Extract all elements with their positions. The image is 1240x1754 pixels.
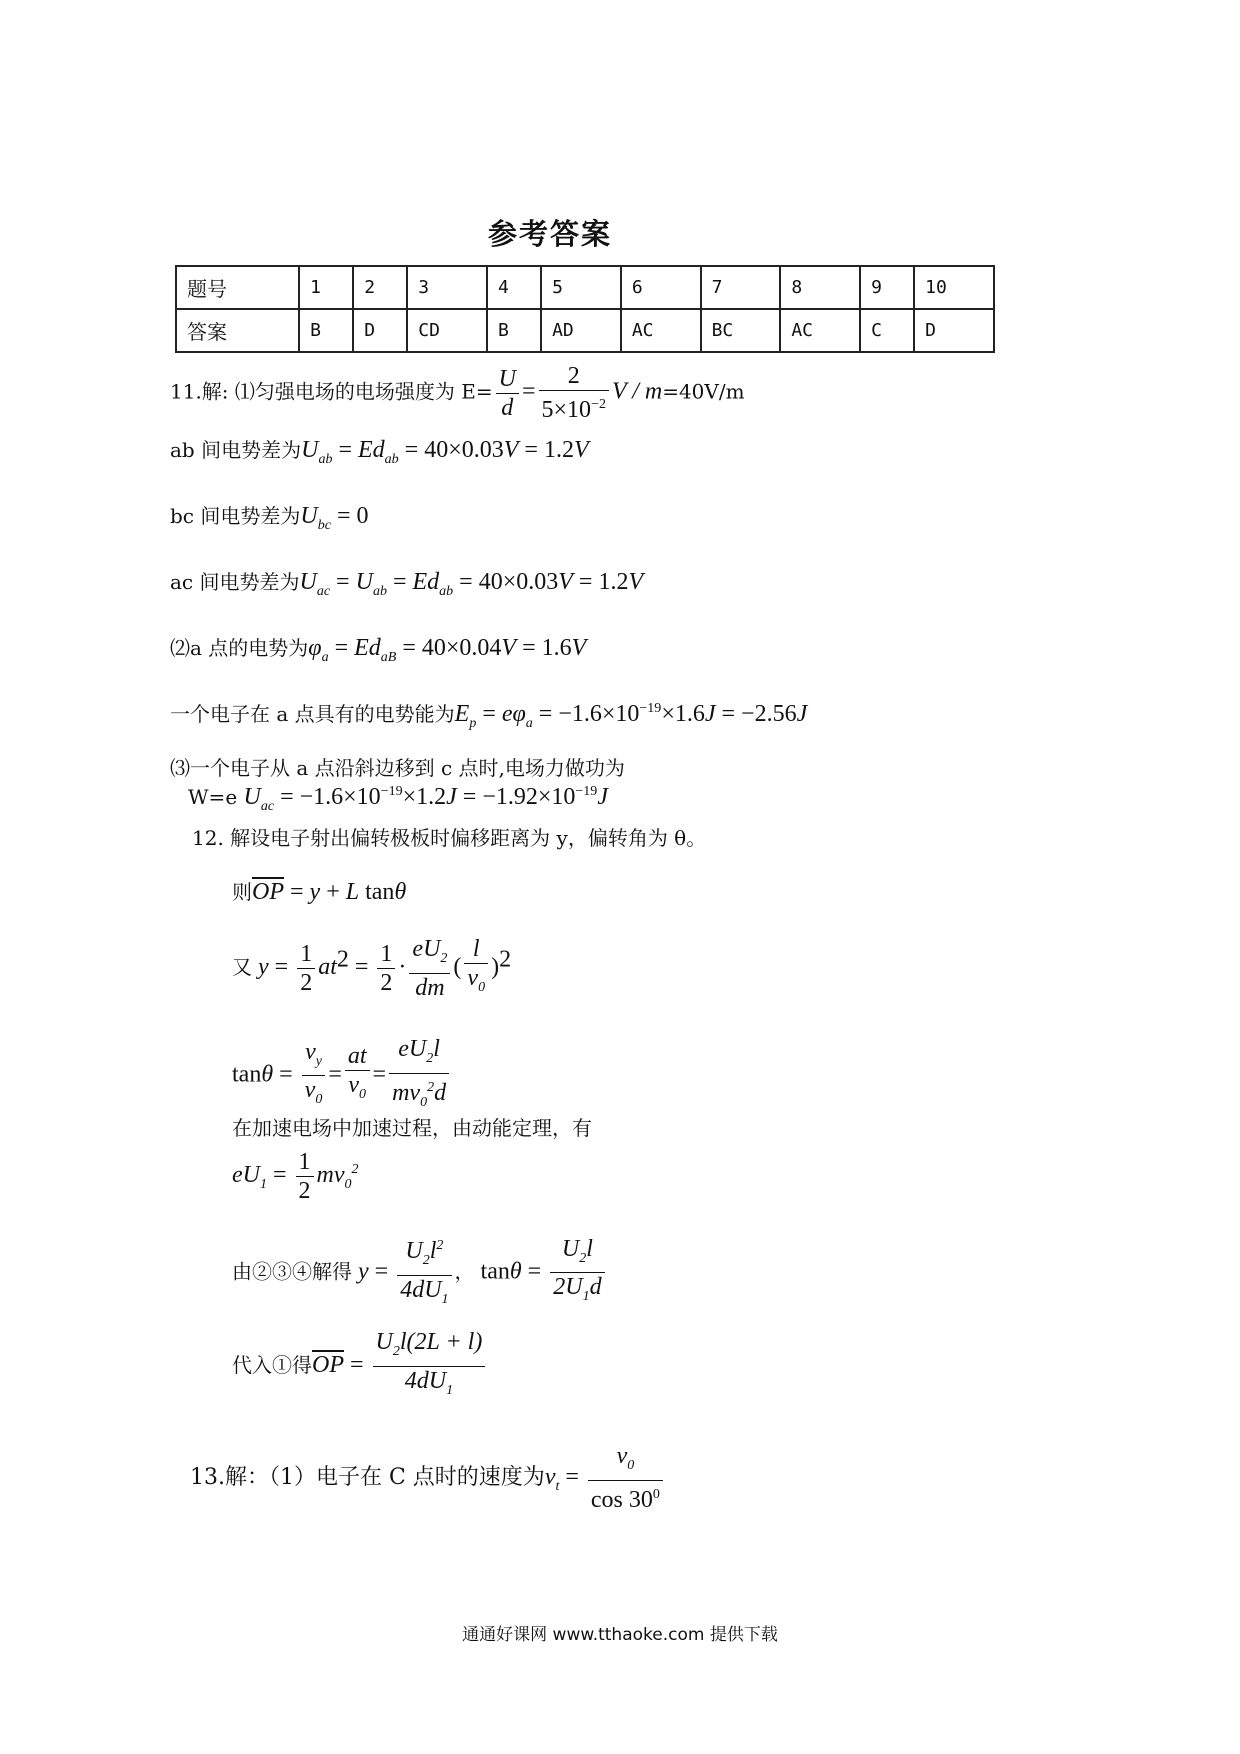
answer-table — [175, 265, 995, 353]
q11-p3-text: ⑶一个电子从 a 点沿斜边移到 c 点时,电场力做功为 — [170, 756, 625, 780]
q12-line-op: 则$\overline{OP} = y + L$ tanθ — [232, 879, 407, 905]
q12-sub-label: 代入①得 — [232, 1352, 312, 1377]
q11-line-uac: ac 间电势差为$U_{ac} = U_{ab} = Ed_{ab} = 40\times 0.03V = 1.2V$ — [170, 569, 644, 599]
table-cell: 1 — [299, 266, 353, 309]
q12-line-y: 又 y = $\frac{1}{2}$ $at^2$ = $\frac{1}{2}$ · $\frac{eU_2}{dm}$ ( $\frac{l}{v_0}$ )$^2$ — [232, 936, 512, 1001]
table-row-answers — [176, 309, 994, 352]
q12-intro: 12. 解设电子射出偏转极板时偏移距离为 y，偏转角为 θ。 — [192, 826, 707, 850]
q12-solve-label: 由②③④解得 — [232, 1259, 352, 1284]
formula-fraction: $\frac{2}{5\times 10^{-2}}$ — [539, 362, 609, 424]
table-cell: 10 — [914, 266, 994, 309]
formula-fraction: $\frac{eU_2}{dm}$ — [409, 935, 450, 1002]
table-cell: AC — [621, 309, 701, 352]
table-header-cell: 答案 — [176, 309, 299, 352]
q12-comma: ， — [454, 1259, 475, 1284]
q11-work-prefix: W=e — [188, 785, 238, 809]
table-cell: 7 — [701, 266, 781, 309]
table-cell: AC — [780, 309, 860, 352]
table-cell: C — [860, 309, 914, 352]
q11-line-potential: ⑵a 点的电势为$\varphi_a = Ed_{aB} = 40\times 0.04V = 1.6V$ — [170, 635, 587, 665]
q12-line-solve: 由②③④解得 y = $\frac{U_2l^2}{4dU_1}$ ， tanθ = $\frac{U_2l}{2U_1d}$ — [232, 1232, 608, 1314]
footer-credit: 通通好课网 www.tthaoke.com 提供下载 — [462, 1625, 778, 1645]
formula-fraction: $\frac{1}{2}$ — [296, 1148, 314, 1205]
table-cell: AD — [541, 309, 621, 352]
table-cell: 2 — [353, 266, 407, 309]
q11-bc-label: bc 间电势差为 — [170, 504, 301, 528]
table-row-numbers — [176, 266, 994, 309]
table-cell: BC — [701, 309, 781, 352]
q11-line-work: W=e $U_{ac} = -1.6\times 10^{-19}\times 1.2J = -1.92\times 10^{-19}J$ — [188, 784, 608, 814]
formula-fraction: $\frac{at}{v_0}$ — [345, 1042, 370, 1109]
formula-fraction: $\frac{U_2l^2}{4dU_1}$ — [397, 1232, 451, 1314]
q11-ac-label: ac 间电势差为 — [170, 570, 300, 594]
table-cell: CD — [407, 309, 487, 352]
table-header-cell: 题号 — [176, 266, 299, 309]
q12-line-energy: $eU_1$ = $\frac{1}{2}$ $mv_0^2$ — [232, 1149, 359, 1204]
table-cell: D — [914, 309, 994, 352]
q11-energy-label: 一个电子在 a 点具有的电势能为 — [170, 702, 455, 726]
formula-fraction: $\frac{v_0}{\cos 30^0}$ — [588, 1442, 663, 1514]
page-title: 参考答案 — [487, 217, 612, 251]
q11-p2-label: ⑵a 点的电势为 — [170, 636, 309, 660]
table-cell: 8 — [780, 266, 860, 309]
table-cell: B — [487, 309, 541, 352]
table-cell: 4 — [487, 266, 541, 309]
q12-then-label: 则 — [232, 880, 252, 904]
q13-line-velocity: 13.解：（1）电子在 C 点时的速度为$v_t$ = $\frac{v_0}{\cos 30^0}$ — [190, 1442, 666, 1514]
formula-fraction: $\frac{U}{d}$ — [496, 365, 519, 422]
q13-intro: 13.解：（1）电子在 C 点时的速度为 — [190, 1464, 545, 1490]
formula-fraction: $\frac{l}{v_0}$ — [464, 935, 488, 1002]
formula-fraction: $\frac{1}{2}$ — [377, 940, 395, 997]
table-cell: 5 — [541, 266, 621, 309]
table-cell: 3 — [407, 266, 487, 309]
q12-line-tan: tanθ = $\frac{v_y}{v_0}$ = $\frac{at}{v_0}$ = $\frac{eU_2l}{mv_0^2d}$ — [232, 1035, 452, 1117]
table-cell: D — [353, 309, 407, 352]
formula-fraction: $\frac{v_y}{v_0}$ — [302, 1038, 326, 1115]
q11-line-ubc: bc 间电势差为$U_{bc} = 0$ — [170, 503, 369, 533]
q11-ab-label: ab 间电势差为 — [170, 438, 302, 462]
q11-result: =40V/m — [662, 379, 745, 404]
q12-also-label: 又 — [232, 954, 252, 979]
table-cell: 6 — [621, 266, 701, 309]
q11-line-uab: ab 间电势差为$U_{ab} = Ed_{ab} = 40\times 0.03V = 1.2V$ — [170, 437, 589, 467]
table-cell: B — [299, 309, 353, 352]
q11-line-energy: 一个电子在 a 点具有的电势能为$E_p = e\varphi_a = -1.6\times 10^{-19}\times 1.6J = -2.56J$ — [170, 701, 808, 731]
q12-line-substitute: 代入①得$\overline{OP}$ = $\frac{U_2l(2L + l)}{4dU_1}$ — [232, 1328, 488, 1405]
q11-line-field-strength: 11.解: ⑴匀强电场的电场强度为 E= $\frac{U}{d}$ = $\frac{2}{5\times 10^{-2}}$ V / m=40V/m — [170, 363, 745, 423]
formula-fraction: $\frac{U_2l}{2U_1d}$ — [550, 1235, 604, 1312]
q11-intro: 11.解: ⑴匀强电场的电场强度为 E= — [170, 379, 493, 404]
table-cell: 9 — [860, 266, 914, 309]
q12-accel-text: 在加速电场中加速过程，由动能定理，有 — [232, 1116, 592, 1140]
formula-fraction: $\frac{U_2l(2L + l)}{4dU_1}$ — [373, 1328, 486, 1405]
formula-fraction: $\frac{eU_2l}{mv_0^2d}$ — [389, 1035, 449, 1117]
formula-fraction: $\frac{1}{2}$ — [297, 940, 315, 997]
